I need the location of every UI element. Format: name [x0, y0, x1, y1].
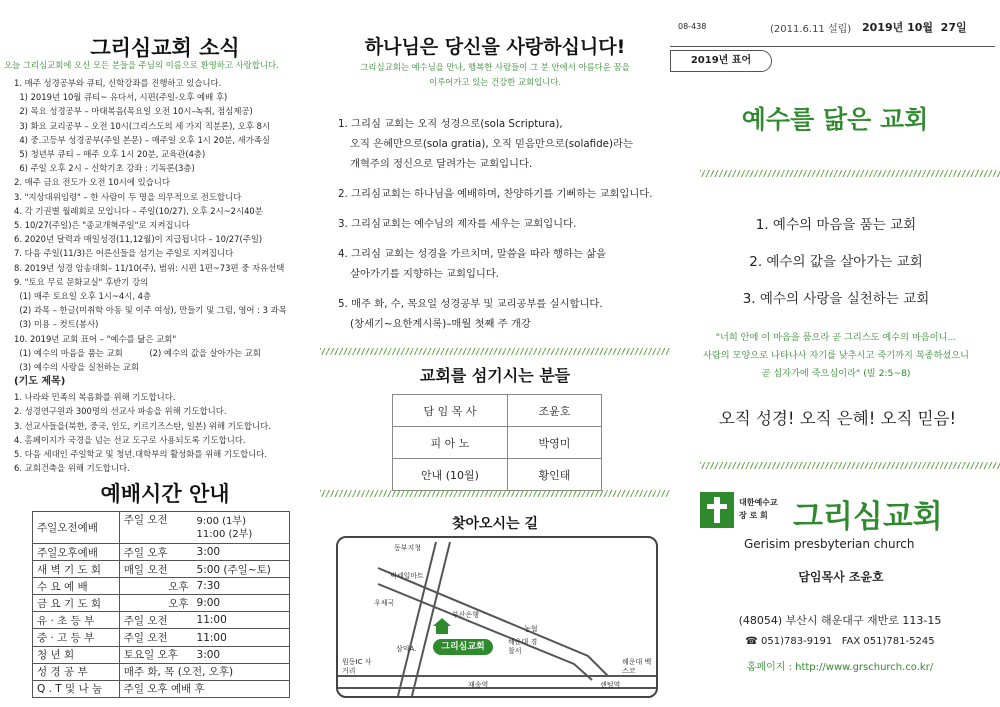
map-title: 찾아오시는 길: [451, 516, 539, 532]
service-time: 7:30: [193, 578, 290, 595]
table-row: [33, 663, 290, 680]
news-item: 2. 매주 금요 전도가 오전 10시에 있습니다: [14, 177, 170, 188]
servers-table: [392, 394, 602, 491]
service-name: 주일오후예배: [33, 544, 120, 561]
service-name: 주일오전예배: [33, 512, 120, 544]
church-logo-icon: [700, 492, 734, 528]
prayer-item: 2. 성경연구원과 300명의 선교사 파송을 위해 기도합니다.: [14, 406, 227, 417]
identity-item: 1. 그리심 교회는 오직 성경으로(sola Scriptura),: [338, 118, 563, 130]
table-row: [393, 459, 602, 491]
map-label: 동부지청: [394, 544, 422, 552]
homepage-link[interactable]: 홈페이지 : http://www.grschurch.co.kr/: [746, 662, 934, 673]
service-name: Q . T 및 나 눔: [33, 680, 120, 697]
church-marker: 그리심교회: [433, 639, 493, 655]
denomination-line: 대한예수교: [739, 498, 778, 507]
service-name: 금 요 기 도 회: [33, 595, 120, 612]
news-item: 4. 각 기권별 월례회로 모입니다 – 주일(10/27), 오후 2시~2시40분: [14, 205, 263, 216]
news-item: 8. 2019년 성경 암송대회– 11/10(주), 범위: 시편 1편~73편 중 자유선택: [14, 262, 285, 273]
news-item: 7. 다음 주일(11/3)은 어른신들을 섬기는 주일로 지켜집니다: [14, 248, 234, 259]
map-label: 농협: [524, 625, 538, 633]
motto-items: [700, 207, 972, 318]
name-cell: 황인태: [507, 459, 601, 491]
bible-verse: [676, 329, 996, 383]
news-item: 3. "지상대위임령" – 한 사람이 두 명을 의무적으로 전도합니다: [14, 191, 242, 202]
church-name: 그리심교회: [793, 499, 943, 535]
motto-item: 3. 예수의 사랑을 실천하는 교회: [742, 291, 930, 307]
verse-line: 곧 십자가에 죽으심이라" (빌 2:5~8): [761, 368, 911, 379]
service-name: 유 · 초 등 부: [33, 612, 120, 629]
motto-item: 2. 예수의 값을 살아가는 교회: [749, 254, 923, 270]
table-row: [33, 680, 290, 697]
service-day: 오후: [119, 578, 192, 595]
table-row: [33, 544, 290, 561]
map-label: 부산은행: [452, 611, 480, 619]
servers-title: 교회를 섬기시는 분들: [419, 366, 571, 385]
verse-line: 사람의 모양으로 나타나사 자기를 낮추시고 죽기까지 복종하셨으니: [702, 350, 970, 361]
map-label: 우체국: [374, 599, 395, 607]
news-item: (3) 예수의 사랑을 실천하는 교회: [14, 362, 139, 373]
founded-date: (2011.6.11 설립): [770, 24, 852, 35]
news-item: 5. 10/27(주일)은 "종교개혁주일"로 지켜집니다: [14, 220, 190, 231]
denomination-line: 장 로 회: [739, 511, 768, 520]
love-intro: 그리심교회는 예수님을 만나, 행복한 사람들이 그 분 안에서 아름다운 꿈을: [360, 62, 630, 72]
map-label: 재송역: [468, 681, 489, 689]
name-cell: 조윤호: [507, 395, 601, 427]
news-item: (1) 매주 토요일 오후 1시~4시, 4층: [14, 291, 152, 302]
worship-title: 예배시간 안내: [100, 482, 230, 506]
service-time-1: 9:00 (1부): [196, 515, 246, 527]
news-item: 9. "토요 무료 문화교실" 후반기 강의: [14, 276, 149, 287]
motto-item: 1. 예수의 마음을 품는 교회: [755, 217, 917, 233]
motto-main: 예수를 닮은 교회: [741, 105, 929, 134]
motto-tag: 2019년 표어: [670, 50, 772, 72]
service-name: 청 년 회: [33, 646, 120, 663]
role-cell: 담 임 목 사: [393, 395, 508, 427]
table-row: [33, 629, 290, 646]
worship-table: [32, 511, 290, 698]
news-list: [14, 76, 287, 475]
divider: [320, 348, 670, 355]
map-label: 센텀역: [600, 681, 621, 689]
identity-item: 3. 그리심교회는 예수님의 제자를 세우는 교회입니다.: [338, 218, 577, 230]
service-name: 중 · 고 등 부: [33, 629, 120, 646]
service-day: 매주 화, 목 (오전, 오후): [119, 663, 289, 680]
news-item: 1. 매주 성경공부와 큐티, 신학강좌를 진행하고 있습니다.: [14, 78, 222, 88]
love-intro-2: 이루어가고 있는 건강한 교회입니다.: [428, 77, 561, 87]
service-time: 11:00: [193, 612, 290, 629]
map-label: 원동IC 사거리: [342, 658, 372, 675]
news-item: 1) 2019년 10월 큐티~ 유다서, 시편(주일-오후 예배 후): [14, 92, 228, 103]
denomination: [739, 496, 778, 522]
service-day: 주일 오후 예배 후: [119, 680, 289, 697]
news-item: 3) 화요 교리공부 – 오전 10시(그리스도의 세 가지 직분론), 오후 8시: [14, 120, 270, 131]
prayer-item: 6. 교회건축을 위해 기도합니다.: [14, 463, 130, 474]
table-row: [33, 578, 290, 595]
prayer-item: 3. 선교사들을(북한, 중국, 인도, 키르기즈스탄, 일본) 위해 기도합니다.: [14, 420, 271, 431]
news-item: 2) 목요 성경공부 – 마태복음(목요일 오전 10시–녹취, 점심제공): [14, 106, 253, 117]
service-time: 5:00 (주일~토): [193, 561, 290, 578]
map: [336, 536, 658, 698]
table-row: [33, 612, 290, 629]
service-time: 11:00: [193, 629, 290, 646]
prayer-item: 5. 다음 세대인 주일학교 및 청년.대학부의 활성화를 위해 기도합니다.: [14, 449, 268, 460]
identity-item: (창세기~요한계시록)–매월 첫째 주 개강: [350, 318, 531, 330]
phone: ☎ 051)783-9191 FAX 051)781-5245: [745, 636, 935, 647]
church-identity-list: [338, 114, 668, 334]
identity-item: 오직 은혜만으로(sola gratia), 오직 믿음만으로(solafide)라는: [350, 138, 633, 150]
news-item: 10. 2019년 교회 표어 – "예수를 닮은 교회": [14, 333, 177, 344]
divider: [670, 46, 995, 47]
prayer-title: (기도 제목): [14, 376, 66, 388]
role-cell: 피 아 노: [393, 427, 508, 459]
identity-item: 살아가기를 지향하는 교회입니다.: [350, 268, 500, 280]
prayer-item: 4. 홈페이지가 국경을 넘는 선교 도구로 사용되도록 기도합니다.: [14, 434, 246, 445]
service-name: 수 요 예 배: [33, 578, 120, 595]
issue-date: 2019년 10월 27일: [862, 21, 967, 34]
role-cell: 안내 (10월): [393, 459, 508, 491]
divider: [320, 490, 670, 497]
news-item: (2) 과목 – 한글(미취학 아동 및 이주 여성), 만들기 및 그림, 영어 : 3 과목: [14, 305, 287, 316]
table-row: [393, 427, 602, 459]
news-item: 4) 중.고등부 성경공부(주일 본문) – 매주일 오후 1시 20분, 세가족실: [14, 134, 270, 145]
love-title: 하나님은 당신을 사랑하십니다!: [364, 36, 626, 58]
table-row: [33, 595, 290, 612]
service-time: [193, 512, 290, 544]
address: (48054) 부산시 해운대구 재반로 113-15: [738, 614, 942, 627]
service-day: 오후: [119, 595, 192, 612]
verse-line: "너희 안에 이 마음을 품으라 곧 그리스도 예수의 마음이니...: [715, 332, 957, 343]
slogan: 오직 성경! 오직 은혜! 오직 믿음!: [718, 409, 957, 428]
prayer-item: 1. 나라와 민족의 복음화를 위해 기도합니다.: [14, 392, 176, 403]
identity-item: 4. 그리심 교회는 성경을 가르치며, 말씀을 따라 행하는 삶을: [338, 248, 607, 260]
news-title: 그리심교회 소식: [90, 36, 240, 60]
service-name: 성 경 공 부: [33, 663, 120, 680]
pastor: 담임목사 조윤호: [798, 570, 884, 584]
divider: [700, 462, 1000, 469]
table-row: [33, 561, 290, 578]
service-time: 3:00: [193, 646, 290, 663]
name-cell: 박영미: [507, 427, 601, 459]
map-label: 해운대 벡스코: [622, 658, 652, 675]
service-day: 주일 오전: [119, 512, 192, 544]
news-item: 6) 주일 오후 2시 – 신학기초 강좌 : 기독론(3층): [14, 163, 195, 174]
identity-item: 5. 매주 화, 수, 목요일 성경공부 및 교리공부를 실시합니다.: [338, 298, 603, 310]
bulletin-code: 08-438: [678, 22, 707, 31]
news-item: 6. 2020년 달력과 매일성경(11,12월)이 지급됩니다 – 10/27(주일): [14, 234, 263, 245]
map-label: 빅세일마트: [390, 572, 424, 580]
news-item: (3) 미용 – 컷트(봉사): [14, 319, 99, 330]
divider: [700, 170, 1000, 177]
service-name: 새 벽 기 도 회: [33, 561, 120, 578]
table-row: [33, 512, 290, 544]
church-name-en: Gerisim presbyterian church: [744, 537, 915, 551]
news-item: 5) 청년부 큐티 – 매주 오후 1시 20분, 교육관(4층): [14, 149, 206, 160]
map-roads: [338, 538, 656, 696]
identity-item: 2. 그리심교회는 하나님을 예배하며, 찬양하기를 기뻐하는 교회입니다.: [338, 188, 653, 200]
service-day: 매일 오전: [119, 561, 192, 578]
service-day: 토요일 오후: [119, 646, 192, 663]
map-label: 해운대 경찰서: [508, 638, 538, 655]
service-time-2: 11:00 (2부): [196, 528, 253, 540]
identity-item: 개혁주의 정신으로 달려가는 교회입니다.: [350, 158, 533, 170]
service-time: 3:00: [193, 544, 290, 561]
church-building-icon: [433, 618, 451, 634]
service-day: 주일 오후: [119, 544, 192, 561]
service-day: 주일 오전: [119, 629, 192, 646]
news-welcome: 오늘 그리심교회에 오신 모든 분들을 주님의 이름으로 환영하고 사랑합니다.: [4, 60, 279, 70]
map-label: 삼익A.: [396, 645, 417, 653]
service-time: 9:00: [193, 595, 290, 612]
table-row: [393, 395, 602, 427]
service-day: 주일 오전: [119, 612, 192, 629]
news-item: (1) 예수의 마음을 품는 교회 (2) 예수의 값을 살아가는 교회: [14, 347, 261, 358]
table-row: [33, 646, 290, 663]
